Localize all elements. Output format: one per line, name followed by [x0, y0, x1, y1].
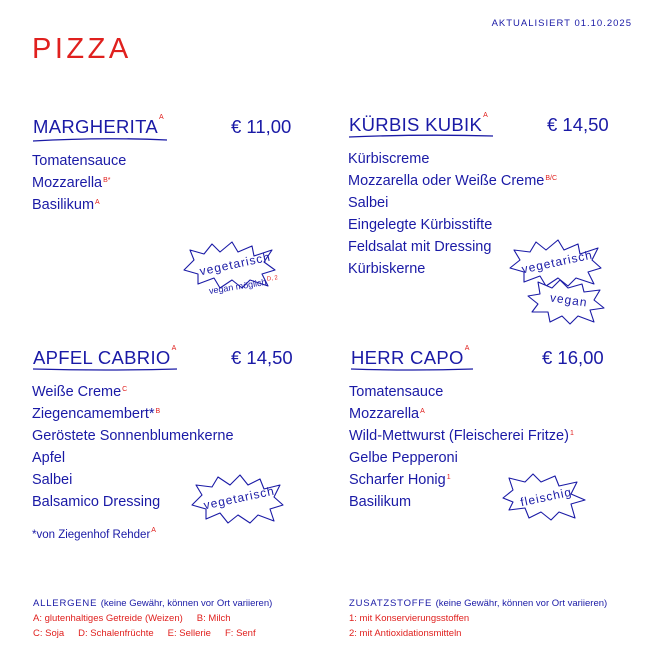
tag-vegan: vegan — [549, 290, 589, 310]
allergen-heading: ALLERGENE (keine Gewähr, können vor Ort variieren) — [33, 598, 273, 609]
name-underline — [31, 136, 171, 144]
pizza-name-apfel-cabrio: APFEL $CABRIO^A$ — [33, 345, 177, 368]
supplier-note: *von Ziegenhof Rehder$^A$ — [32, 527, 156, 541]
pizza-name-herr-capo: HERR $CAPO^A$ — [351, 345, 470, 368]
tag-meat: fleischig — [519, 484, 574, 510]
additive-heading: ZUSATZSTOFFE (keine Gewähr, können vor Ort variieren) — [349, 598, 608, 609]
pizza-name-kuerbis-kubik: KÜRBIS $KUBIK^A$ — [349, 112, 489, 135]
list-item: Basilikum — [349, 494, 412, 510]
list-item: Salbei — [32, 472, 73, 488]
tag-vegetarian: vegetarisch — [202, 483, 277, 513]
allergen-line-2: C: Soja D: Schalenfrüchte E: Sellerie F: Senf — [33, 628, 256, 639]
name-underline — [31, 366, 181, 374]
additive-legend — [349, 598, 607, 639]
list-item: Mozzarella$^A$ — [349, 406, 425, 422]
tag-vegetarian: vegetarisch — [520, 247, 595, 277]
list-item: Wild-Mettwurst (Fleischerei Fritze)$^1$ — [349, 428, 574, 444]
pizza-name-margherita: $MARGHERITA^A$ — [33, 114, 164, 137]
list-item: Salbei — [348, 195, 389, 211]
allergen-line-1: A: glutenhaltiges Getreide (Weizen) B: Milch — [33, 613, 231, 624]
list-item: Gelbe Pepperoni — [349, 450, 458, 466]
additive-line-2: 2: mit Antioxidationsmitteln — [349, 628, 462, 639]
page-title: PIZZA — [32, 33, 132, 65]
list-item: Kürbiscreme — [348, 151, 430, 167]
list-item: Tomatensauce — [349, 384, 444, 400]
list-item: Ziegencamembert*$^B$ — [32, 406, 161, 422]
list-item: Mozzarella oder Weiße Creme$^{B/C}$ — [348, 173, 558, 189]
name-underline — [349, 366, 477, 374]
list-item: Geröstete Sonnenblumenkerne — [32, 428, 234, 444]
tag-vegetarian: vegetarisch — [198, 249, 273, 279]
allergen-legend — [33, 598, 272, 639]
list-item: Apfel — [32, 450, 66, 466]
pizza-price-kuerbis-kubik: € 14,50 — [547, 114, 609, 135]
list-item: Balsamico Dressing — [32, 494, 161, 510]
list-item: Kürbiskerne — [348, 261, 426, 277]
vegan-possible-note: vegan möglich$^{D, 2}$ — [208, 275, 279, 296]
list-item: Weiße Creme$^C$ — [32, 384, 128, 400]
list-item: Mozzarella$^{B*}$ — [32, 175, 111, 191]
name-underline — [347, 133, 497, 141]
pizza-price-herr-capo: € 16,00 — [542, 347, 604, 368]
ingredient-list-margherita — [32, 150, 126, 216]
list-item: Eingelegte Kürbisstifte — [348, 217, 493, 233]
list-item: Scharfer Honig$^1$ — [349, 472, 451, 488]
list-item: Feldsalat mit Dressing — [348, 239, 492, 255]
pizza-price-apfel-cabrio: € 14,50 — [231, 347, 293, 368]
additive-line-1: 1: mit Konservierungsstoffen — [349, 613, 470, 624]
updated-date: AKTUALISIERT 01.10.2025 — [491, 18, 632, 29]
pizza-price-margherita: € 11,00 — [231, 116, 292, 137]
list-item: Basilikum$^A$ — [32, 197, 100, 213]
list-item: Tomatensauce — [32, 153, 127, 169]
